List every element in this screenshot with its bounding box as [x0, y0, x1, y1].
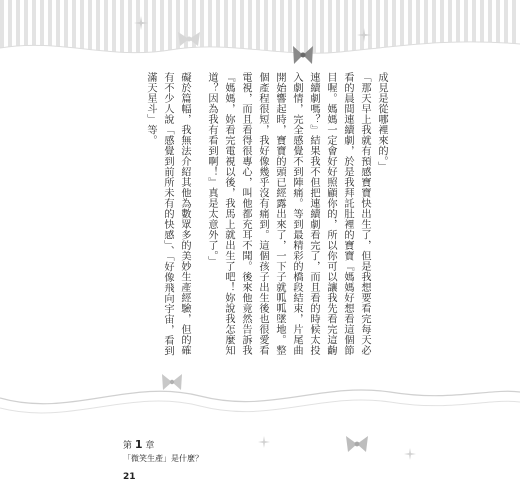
chapter-suffix: 章	[145, 441, 155, 451]
top-wave-decoration	[0, 30, 520, 70]
bow-icon	[291, 44, 315, 66]
chapter-number: 1	[134, 438, 143, 451]
paragraph: 成見是從哪裡來的。」	[376, 72, 387, 172]
sparkle-icon	[404, 448, 416, 460]
page-number: 21	[123, 472, 136, 482]
body-text	[100, 72, 390, 362]
sparkle-icon	[357, 28, 371, 42]
chapter-title: 「微笑生產」是什麼？	[123, 454, 203, 463]
sparkle-icon	[258, 436, 270, 448]
bow-icon	[344, 434, 370, 454]
paragraph: 礙於篇幅，我無法介紹其他為數眾多的美妙生產經驗，但的確有不少人說「感覺到前所未有的快感」、「好像飛向宇宙，看到滿天星斗」等。	[145, 72, 190, 356]
chapter-label	[123, 438, 154, 451]
bow-icon	[160, 372, 184, 392]
paragraph: 「那天早上我就有預感寶寶快出生了，但是我想要看完每天必看的晨間連續劇，於是我拜託肚裡的寶寶『媽媽好想看這個節目喔。媽媽一定會好好照顧你的，所以你可以讓我先看完這齣連續劇嗎？』結果我不但把連續劇看完了，而且看的時候太投入劇情，完全感覺不到陣痛。等到最精彩的橋段結束，片尾曲開始響起時，寶寶的頭已經露出來了，一下子就呱呱墜地。整個產程很短，我好像幾乎沒有痛到。這個孩子出生後也很愛看電視，而且看得很專心，叫他都充耳不聞。後來他竟然告訴我『媽媽，妳看完電視以後，我馬上就出生了吧！妳說我怎麼知道？因為我有看到啊！』真是太意外了。」	[206, 72, 370, 356]
bow-icon	[176, 30, 202, 48]
sparkle-icon	[134, 16, 148, 30]
bottom-wave-decoration	[0, 368, 520, 430]
chapter-prefix: 第	[123, 441, 133, 451]
